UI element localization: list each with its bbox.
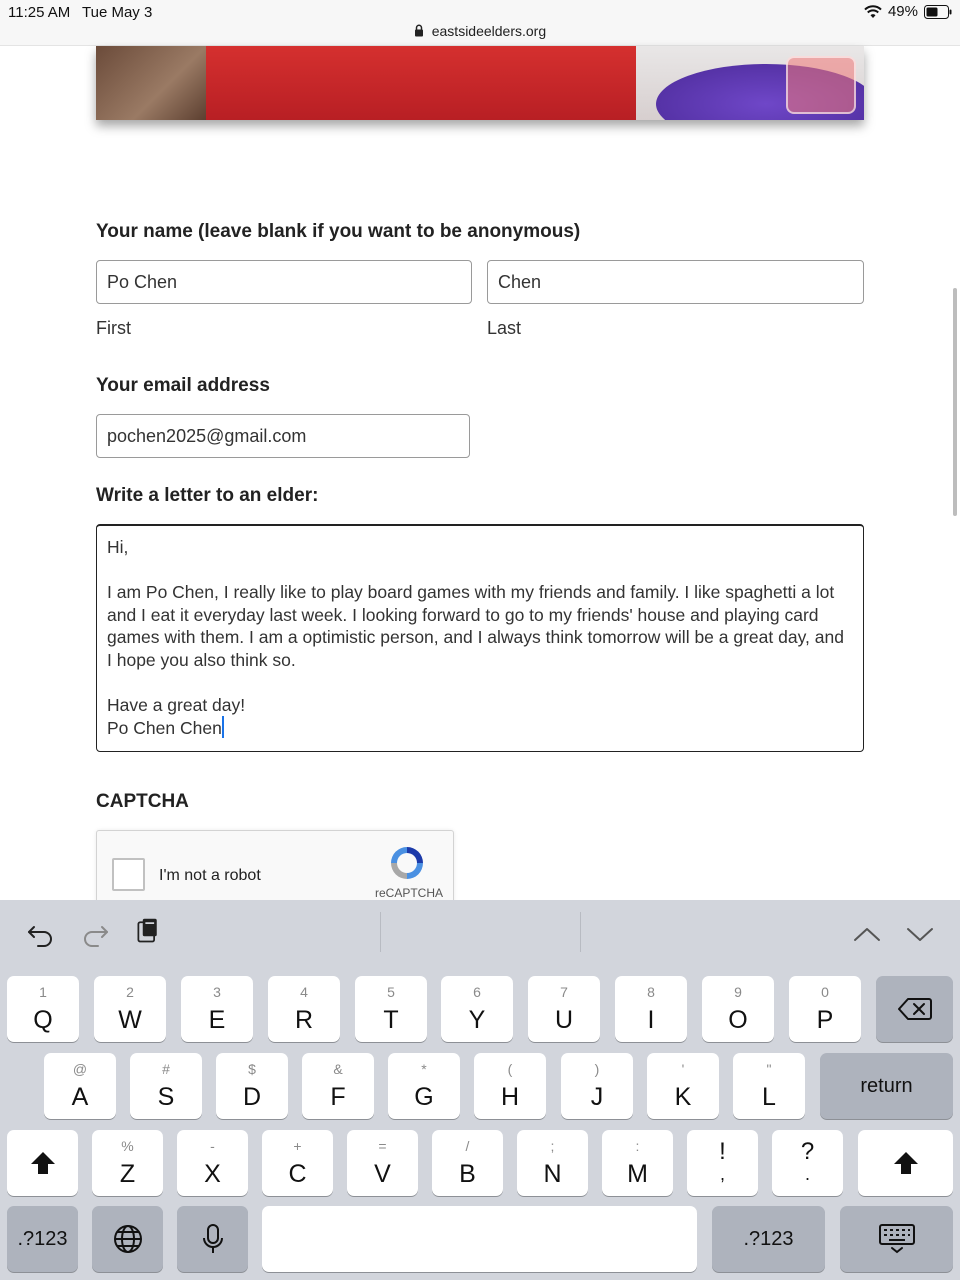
key-label: P	[816, 1006, 834, 1034]
key-label: M	[627, 1160, 648, 1188]
return-key[interactable]	[820, 1053, 953, 1119]
letter-label: Write a letter to an elder:	[96, 485, 319, 506]
key-label: O	[728, 1006, 748, 1034]
first-name-input[interactable]: Po Chen	[96, 260, 472, 304]
key-label: F	[330, 1083, 346, 1111]
lock-icon	[414, 24, 424, 37]
numbers-label: .?123	[743, 1228, 794, 1250]
key-hint: 5	[387, 984, 395, 1000]
delete-key[interactable]	[876, 976, 953, 1042]
letter-last-line	[107, 716, 853, 740]
key-hint: 9	[734, 984, 742, 1000]
space-key[interactable]	[262, 1206, 697, 1272]
key-label: J	[590, 1083, 604, 1111]
email-input[interactable]: pochen2025@gmail.com	[96, 414, 470, 458]
recaptcha-checkbox[interactable]	[112, 858, 145, 891]
shift-icon	[29, 1150, 57, 1176]
key-hint: 6	[473, 984, 481, 1000]
key-hint: /	[465, 1138, 470, 1154]
key-label: E	[208, 1006, 226, 1034]
letter-line	[107, 559, 853, 582]
key-label: T	[383, 1006, 399, 1034]
key-o[interactable]	[702, 976, 774, 1042]
key-hint: =	[378, 1138, 387, 1154]
status-time: 11:25 AM	[8, 4, 71, 21]
key-label: L	[762, 1083, 776, 1111]
letter-line: Po Chen Chen	[107, 718, 222, 738]
key-label: A	[71, 1083, 89, 1111]
wifi-icon	[864, 5, 882, 19]
key-question[interactable]	[772, 1130, 843, 1196]
recaptcha-text: I'm not a robot	[159, 867, 261, 884]
key-label: C	[288, 1160, 307, 1188]
letter-line: I am Po Chen, I really like to play board games with my friends and family. I like spaghetti a lot and I eat it everyday last week. I looking forward to go to my friends' house and playing card games with them. I am a optimistic person, and I always think tomorrow will be a great day, and I hope you also think so.	[107, 582, 844, 670]
toolbar-divider	[580, 912, 581, 952]
shift-key-right[interactable]	[858, 1130, 953, 1196]
key-hint: "	[766, 1061, 772, 1077]
first-name-sublabel: First	[96, 318, 131, 338]
key-m[interactable]	[602, 1130, 673, 1196]
toolbar-divider	[380, 912, 381, 952]
key-hint: #	[162, 1061, 170, 1077]
key-b[interactable]	[432, 1130, 503, 1196]
onscreen-keyboard	[0, 900, 960, 1280]
key-hint: 8	[647, 984, 655, 1000]
key-hint: )	[594, 1061, 600, 1077]
status-right	[864, 3, 952, 20]
key-label: S	[157, 1083, 175, 1111]
key-j[interactable]	[561, 1053, 633, 1119]
recaptcha-brand: reCAPTCHA	[375, 886, 444, 900]
key-label: G	[414, 1083, 434, 1111]
text-caret	[222, 716, 224, 738]
letter-line: Have a great day!	[107, 694, 246, 715]
chevron-up-icon[interactable]	[852, 920, 882, 948]
key-label: B	[459, 1160, 476, 1188]
key-hint: (	[507, 1061, 513, 1077]
key-label: !	[719, 1138, 726, 1165]
key-hint: -	[210, 1138, 215, 1154]
key-hint: &	[333, 1061, 343, 1077]
key-label: U	[554, 1006, 574, 1034]
key-q[interactable]	[7, 976, 79, 1042]
last-name-sublabel: Last	[487, 318, 522, 338]
name-label: Your name (leave blank if you want to be anonymous)	[96, 221, 581, 242]
key-n[interactable]	[517, 1130, 588, 1196]
globe-key[interactable]	[92, 1206, 163, 1272]
key-hint: 7	[560, 984, 568, 1000]
key-c[interactable]	[262, 1130, 333, 1196]
key-hint: +	[293, 1138, 302, 1154]
key-label: N	[543, 1160, 562, 1188]
key-g[interactable]	[388, 1053, 460, 1119]
key-z[interactable]	[92, 1130, 163, 1196]
key-label: ?	[800, 1138, 815, 1165]
status-date: Tue May 3	[82, 4, 153, 21]
key-label: V	[374, 1160, 391, 1188]
dictation-key[interactable]	[177, 1206, 248, 1272]
backspace-icon	[898, 997, 932, 1021]
status-bar	[0, 0, 960, 46]
key-f[interactable]	[302, 1053, 374, 1119]
captcha-label: CAPTCHA	[96, 791, 189, 812]
key-hint: %	[121, 1138, 134, 1154]
key-hint: $	[248, 1061, 256, 1077]
key-label: H	[500, 1083, 520, 1111]
key-label: Y	[468, 1006, 486, 1034]
keyboard-toolbar	[0, 900, 960, 968]
key-label: X	[204, 1160, 221, 1188]
key-w[interactable]	[94, 976, 166, 1042]
return-label: return	[860, 1075, 913, 1097]
key-k[interactable]	[647, 1053, 719, 1119]
microphone-icon	[202, 1224, 224, 1254]
hero-image	[96, 46, 864, 120]
key-l[interactable]	[733, 1053, 805, 1119]
url-text: eastsideelders.org	[431, 23, 547, 39]
key-label: Z	[119, 1160, 136, 1188]
key-h[interactable]	[474, 1053, 546, 1119]
chevron-down-icon[interactable]	[905, 920, 935, 948]
letter-line: Hi,	[107, 537, 129, 557]
dismiss-keyboard-key[interactable]	[840, 1206, 953, 1272]
letter-textarea[interactable]	[96, 524, 864, 752]
last-name-input[interactable]: Chen	[487, 260, 864, 304]
key-hint: 2	[126, 984, 134, 1000]
key-s[interactable]	[130, 1053, 202, 1119]
key-label: .	[804, 1164, 810, 1184]
key-label: W	[118, 1006, 142, 1034]
recaptcha-icon	[387, 843, 427, 883]
key-label: D	[242, 1083, 262, 1111]
key-hint: 4	[300, 984, 308, 1000]
recaptcha-widget	[96, 830, 454, 906]
shift-icon	[892, 1150, 920, 1176]
key-i[interactable]	[615, 976, 687, 1042]
url-bar[interactable]	[0, 23, 960, 39]
key-hint: 0	[821, 984, 829, 1000]
key-hint: ;	[550, 1138, 555, 1154]
key-x[interactable]	[177, 1130, 248, 1196]
paste-icon[interactable]	[133, 917, 163, 945]
key-exclamation[interactable]	[687, 1130, 758, 1196]
battery-percent: 49%	[887, 3, 918, 20]
email-label: Your email address	[96, 375, 270, 396]
battery-icon	[924, 5, 952, 19]
key-label: I	[647, 1006, 655, 1034]
key-r[interactable]	[268, 976, 340, 1042]
key-label: Q	[33, 1006, 53, 1034]
key-hint: '	[681, 1061, 685, 1077]
key-hint: 1	[39, 984, 47, 1000]
key-d[interactable]	[216, 1053, 288, 1119]
key-label: ,	[719, 1164, 725, 1184]
key-label: K	[674, 1083, 692, 1111]
redo-icon[interactable]	[80, 920, 110, 948]
key-hint: 3	[213, 984, 221, 1000]
key-u[interactable]	[528, 976, 600, 1042]
key-p[interactable]	[789, 976, 861, 1042]
shift-key-left[interactable]	[7, 1130, 78, 1196]
letter-line	[107, 671, 853, 694]
keyboard-dismiss-icon	[879, 1224, 915, 1254]
key-y[interactable]	[441, 976, 513, 1042]
numbers-key-left[interactable]	[7, 1206, 78, 1272]
page-scrollbar[interactable]	[953, 288, 957, 516]
key-e[interactable]	[181, 976, 253, 1042]
key-v[interactable]	[347, 1130, 418, 1196]
undo-icon[interactable]	[26, 920, 56, 948]
globe-icon	[113, 1224, 143, 1254]
key-a[interactable]	[44, 1053, 116, 1119]
key-label: R	[294, 1006, 314, 1034]
key-t[interactable]	[355, 976, 427, 1042]
key-hint: *	[421, 1061, 427, 1077]
numbers-key-right[interactable]	[712, 1206, 825, 1272]
numbers-label: .?123	[17, 1228, 68, 1250]
key-hint: @	[72, 1061, 88, 1077]
key-hint: :	[635, 1138, 640, 1154]
